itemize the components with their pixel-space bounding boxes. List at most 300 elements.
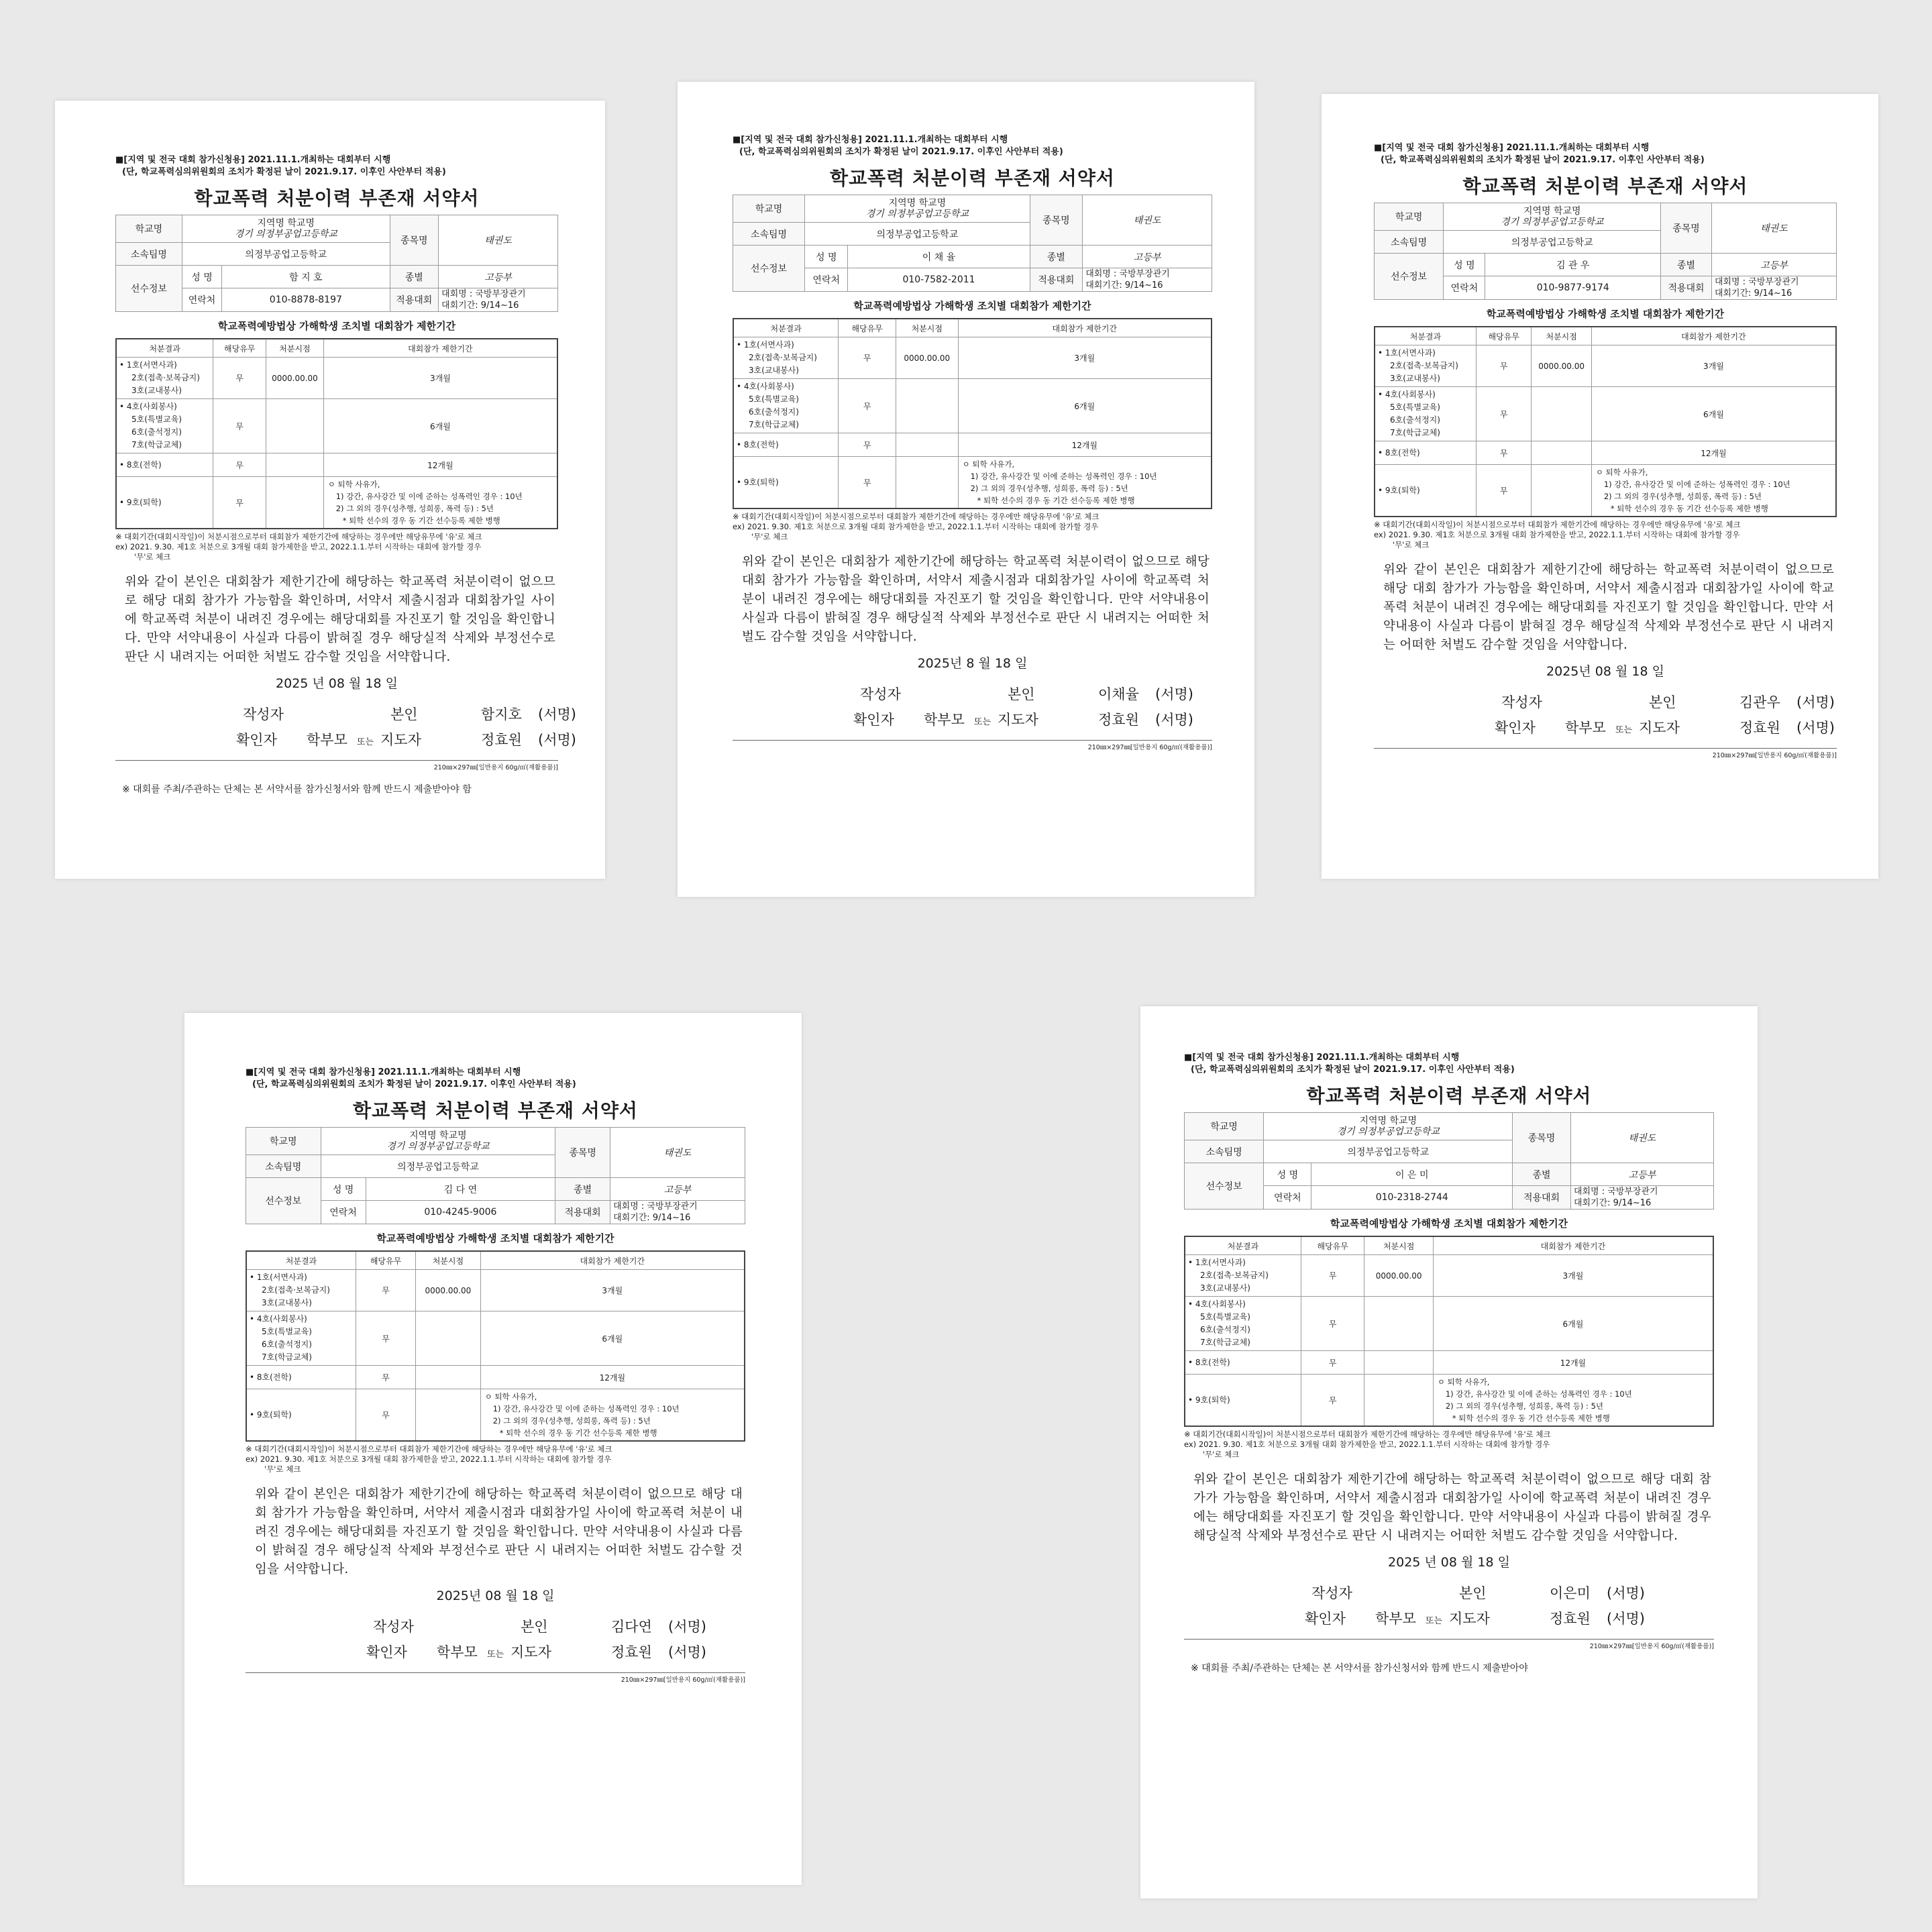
footnote-line: '무'로 체크 <box>134 552 171 561</box>
row-label: 3호(교내봉사) <box>1390 374 1440 383</box>
table-row <box>246 1311 745 1366</box>
applicable-cell: 무 <box>213 453 266 477</box>
signature-block <box>1184 1582 1714 1635</box>
date-cell <box>1364 1351 1433 1375</box>
school-cell <box>321 1128 555 1155</box>
paper-spec: 210㎜×297㎜[일반용지 60g/㎡(재활용품)] <box>246 1672 745 1684</box>
restriction-title: 학교폭력예방법상 가해학생 조치별 대회참가 제한기간 <box>1486 308 1725 320</box>
coach-name: 정효원 <box>1550 1611 1591 1627</box>
result-cell <box>246 1270 356 1311</box>
label-competition: 적용대회 <box>555 1201 610 1224</box>
label-category: 종별 <box>1030 246 1083 268</box>
expulsion-note: 1) 강간, 유사강간 및 이에 준하는 성폭력인 경우 : 10년 <box>335 492 523 501</box>
applicable-cell: 무 <box>356 1366 415 1389</box>
confirmer-label: 확인자 <box>1495 720 1536 736</box>
expulsion-note: * 퇴학 선수의 경우 동 기간 선수등록 제한 병행 <box>499 1428 657 1438</box>
applicable-cell: 무 <box>1301 1255 1364 1297</box>
pledge-text: 위와 같이 본인은 대회참가 제한기간에 해당하는 학교폭력 처분이력이 없으므로 해당 대회 참가가 가능함을 확인하며, 서약서 제출시점과 대회참가일 사이에 학교폭력 처분이 내려진 경우에는 해당대회를 자진포기 할 것임을 확인합니다. 만약 서약내용이 사실과 다름이 밝혀질 경우 해당실적 삭제와 부정선수로 판단 시 내려지는 어떠한 처벌도 감수할 것임을 서약합니다. <box>742 555 1210 644</box>
expulsion-note: 2) 그 외의 경우(성추행, 성희롱, 폭력 등) : 5년 <box>1603 492 1762 501</box>
writer-label: 작성자 <box>1311 1585 1352 1601</box>
row-label: 3호(교내봉사) <box>749 366 799 375</box>
paper-spec: 210㎜×297㎜[일반용지 60g/㎡(재활용품)] <box>115 760 558 771</box>
row-label: • 4호(사회봉사) <box>119 402 177 411</box>
col-applicable: 해당유무 <box>356 1251 415 1270</box>
row-label: • 4호(사회봉사) <box>737 382 794 391</box>
footnote-line: ※ 대회기간(대회시작일)이 처분시점으로부터 대회참가 제한기간에 해당하는 경우에만 해당유무에 '유'로 체크 <box>1184 1430 1551 1439</box>
footnote-line: ※ 대회기간(대회시작일)이 처분시점으로부터 대회참가 제한기간에 해당하는 경우에만 해당유무에 '유'로 체크 <box>246 1444 612 1454</box>
period-cell: 6개월 <box>1591 387 1836 441</box>
period-cell: 12개월 <box>480 1366 745 1389</box>
date-cell <box>266 453 324 477</box>
applicable-cell: 무 <box>213 358 266 399</box>
confirmer-label: 확인자 <box>366 1644 407 1660</box>
col-date: 처분시점 <box>416 1251 481 1270</box>
label-player: 선수정보 <box>733 246 805 292</box>
applicable-cell: 무 <box>1476 387 1532 441</box>
label-school: 학교명 <box>733 195 805 223</box>
sign-mark: (서명) <box>1607 1611 1645 1627</box>
expulsion-note: 2) 그 외의 경우(성추행, 성희롱, 폭력 등) : 5년 <box>335 504 494 513</box>
table-row <box>1185 1375 1713 1427</box>
expulsion-note: 1) 강간, 유사강간 및 이에 준하는 성폭력인 경우 : 10년 <box>1445 1389 1632 1399</box>
player-phone: 010-7582-2011 <box>848 268 1030 292</box>
applicable-cell: 무 <box>839 457 896 509</box>
row-label: 6호(출석정지) <box>1200 1325 1250 1334</box>
table-row <box>1375 465 1836 517</box>
result-cell <box>116 399 213 453</box>
table-footnote <box>733 512 1212 542</box>
self-label: 본인 <box>521 1619 548 1635</box>
or-label: 또는 <box>1615 725 1633 735</box>
notice-line-1: ■[지역 및 전국 대회 참가신청용] 2021.11.1.개최하는 대회부터 시행 <box>733 135 1008 145</box>
footnote-line: ex) 2021. 9.30. 제1호 처분으로 3개월 대회 참가제한을 받고, 2022.1.1.부터 시작하는 대회에 참가할 경우 <box>733 522 1099 531</box>
expulsion-note: ㅇ 퇴학 사유가, <box>484 1392 537 1401</box>
pledge-date: 2025년 08 월 18 일 <box>1546 664 1664 679</box>
competition-cell <box>610 1201 745 1224</box>
label-team: 소속팀명 <box>1375 231 1444 254</box>
expulsion-note: * 퇴학 선수의 경우 동 기간 선수등록 제한 병행 <box>342 516 500 525</box>
confirmer-label: 확인자 <box>1305 1611 1346 1627</box>
bottom-note: ※ 대회를 주최/주관하는 단체는 본 서약서를 참가신청서와 함께 반드시 제출받아야 <box>1191 1663 1528 1674</box>
coach-label: 지도자 <box>511 1644 551 1660</box>
applicable-cell: 무 <box>1301 1351 1364 1375</box>
document-title: 학교폭력 처분이력 부존재 서약서 <box>830 167 1115 189</box>
col-applicable: 해당유무 <box>1476 327 1532 345</box>
col-period: 대회참가 제한기간 <box>1591 327 1836 345</box>
table-row <box>1375 345 1836 387</box>
sign-mark: (서명) <box>1796 694 1835 710</box>
footnote-line: ex) 2021. 9.30. 제1호 처분으로 3개월 대회 참가제한을 받고, 2022.1.1.부터 시작하는 대회에 참가할 경우 <box>1184 1440 1550 1449</box>
info-table <box>733 195 1212 292</box>
table-row <box>116 358 557 399</box>
self-label: 본인 <box>1008 686 1035 702</box>
label-contact: 연락처 <box>321 1201 366 1224</box>
row-label: • 1호(서면사과) <box>1188 1258 1246 1267</box>
writer-name: 김관우 <box>1739 694 1780 710</box>
school-cell <box>1444 203 1661 231</box>
date-cell <box>896 433 958 457</box>
label-event: 종목명 <box>1513 1113 1571 1163</box>
notice-line-1: ■[지역 및 전국 대회 참가신청용] 2021.11.1.개최하는 대회부터 시행 <box>246 1067 521 1077</box>
label-player: 선수정보 <box>1185 1163 1264 1210</box>
notice <box>246 1067 745 1091</box>
team-value: 의정부공업고등학교 <box>805 223 1030 246</box>
category-value: 고등부 <box>1570 1163 1713 1186</box>
date-cell <box>1532 441 1591 465</box>
writer-name: 이채율 <box>1098 686 1139 702</box>
label-player: 선수정보 <box>1375 254 1444 300</box>
label-contact: 연락처 <box>1264 1186 1311 1210</box>
player-name: 함 지 호 <box>222 266 390 288</box>
row-label: • 1호(서면사과) <box>250 1273 307 1282</box>
row-label: 5호(특별교육) <box>262 1327 312 1336</box>
notice <box>115 154 558 178</box>
expulsion-note: 2) 그 외의 경우(성추행, 성희롱, 폭력 등) : 5년 <box>970 484 1128 493</box>
result-cell: • 8호(전학) <box>733 433 839 457</box>
or-label: 또는 <box>974 717 991 727</box>
table-row <box>733 337 1212 379</box>
result-cell: • 8호(전학) <box>116 453 213 477</box>
sign-mark: (서명) <box>538 706 576 722</box>
self-label: 본인 <box>1649 694 1676 710</box>
row-label: 5호(특별교육) <box>1200 1312 1250 1322</box>
applicable-cell: 무 <box>213 477 266 529</box>
parent-label: 학부모 <box>437 1644 478 1660</box>
school-name: 경기 의정부공업고등학교 <box>1336 1126 1440 1137</box>
notice-line-2: (단, 학교폭력심의위원회의 조치가 확정된 날이 2021.9.17. 이후인 사안부터 적용) <box>1191 1065 1515 1075</box>
row-label: 2호(접촉·보복금지) <box>749 353 817 362</box>
player-phone: 010-8878-8197 <box>222 288 390 312</box>
document-title: 학교폭력 처분이력 부존재 서약서 <box>194 187 480 209</box>
label-name: 성 명 <box>1444 254 1485 276</box>
expulsion-note: 1) 강간, 유사강간 및 이에 준하는 성폭력인 경우 : 10년 <box>1603 480 1790 489</box>
label-player: 선수정보 <box>246 1178 321 1224</box>
period-cell: 12개월 <box>323 453 557 477</box>
col-period: 대회참가 제한기간 <box>958 319 1212 337</box>
result-cell <box>1375 387 1476 441</box>
table-row <box>1185 1351 1713 1375</box>
player-name: 김 다 연 <box>366 1178 555 1201</box>
period-cell: 3개월 <box>958 337 1212 379</box>
self-label: 본인 <box>1459 1585 1487 1601</box>
signature-block <box>246 1616 745 1668</box>
player-phone: 010-2318-2744 <box>1311 1186 1513 1210</box>
competition-cell <box>1711 276 1836 300</box>
label-category: 종별 <box>1513 1163 1571 1186</box>
sign-mark: (서명) <box>1607 1585 1645 1601</box>
col-result: 처분결과 <box>1185 1236 1301 1255</box>
period-cell <box>1433 1375 1713 1427</box>
paper-spec: 210㎜×297㎜[일반용지 60g/㎡(재활용품)] <box>1374 748 1837 759</box>
competition-period: 대회기간: 9/14~16 <box>1573 1198 1652 1208</box>
writer-name: 이은미 <box>1550 1585 1591 1601</box>
result-cell <box>246 1311 356 1366</box>
competition-name: 대회명 : 국방부장관기 <box>613 1201 698 1212</box>
or-label: 또는 <box>357 737 374 747</box>
expulsion-note: ㅇ 퇴학 사유가, <box>1595 468 1648 477</box>
pledge-document-1 <box>115 154 576 796</box>
row-label: • 1호(서면사과) <box>1378 348 1436 358</box>
footnote-line: '무'로 체크 <box>1203 1450 1240 1459</box>
table-row <box>733 379 1212 433</box>
footnote-line: ※ 대회기간(대회시작일)이 처분시점으로부터 대회참가 제한기간에 해당하는 경우에만 해당유무에 '유'로 체크 <box>1374 520 1741 529</box>
competition-name: 대회명 : 국방부장관기 <box>1714 277 1799 287</box>
row-label: 6호(출석정지) <box>1390 415 1440 425</box>
confirmer-label: 확인자 <box>236 732 277 748</box>
label-competition: 적용대회 <box>1513 1186 1571 1210</box>
notice-line-2: (단, 학교폭력심의위원회의 조치가 확정된 날이 2021.9.17. 이후인 사안부터 적용) <box>122 167 446 177</box>
col-applicable: 해당유무 <box>213 339 266 358</box>
info-table <box>115 215 558 312</box>
competition-cell <box>439 288 558 312</box>
writer-label: 작성자 <box>1501 694 1542 710</box>
period-cell: 12개월 <box>1591 441 1836 465</box>
label-event: 종목명 <box>1030 195 1083 246</box>
competition-period: 대회기간: 9/14~16 <box>613 1213 691 1223</box>
row-label: • 4호(사회봉사) <box>250 1314 307 1324</box>
notice-line-1: ■[지역 및 전국 대회 참가신청용] 2021.11.1.개최하는 대회부터 시행 <box>1374 143 1650 153</box>
date-cell <box>1532 465 1591 517</box>
label-competition: 적용대회 <box>390 288 438 312</box>
pledge-text: 위와 같이 본인은 대회참가 제한기간에 해당하는 학교폭력 처분이력이 없으므로 해당 대회 참가가 가능함을 확인하며, 서약서 제출시점과 대회참가일 사이에 학교폭력 처분이 내려진 경우에는 해당대회를 자진포기 할 것임을 확인합니다. 만약 서약내용이 사실과 다름이 밝혀질 경우 해당실적 삭제와 부정선수로 판단 시 내려지는 어떠한 처벌도 감수할 것임을 서약합니다. <box>125 575 555 664</box>
row-label: 2호(접촉·보복금지) <box>1390 361 1458 370</box>
team-value: 의정부공업고등학교 <box>1264 1140 1513 1163</box>
result-cell <box>733 337 839 379</box>
pledge-document-3 <box>1374 142 1837 759</box>
label-name: 성 명 <box>1264 1163 1311 1186</box>
document-title: 학교폭력 처분이력 부존재 서약서 <box>1306 1085 1592 1107</box>
table-row <box>1185 1297 1713 1351</box>
sign-mark: (서명) <box>668 1619 706 1635</box>
col-result: 처분결과 <box>246 1251 356 1270</box>
coach-label: 지도자 <box>1639 720 1680 736</box>
col-date: 처분시점 <box>266 339 324 358</box>
pledge-text: 위와 같이 본인은 대회참가 제한기간에 해당하는 학교폭력 처분이력이 없으므로 해당 대회 참가가 가능함을 확인하며, 서약서 제출시점과 대회참가일 사이에 학교폭력 처분이 내려진 경우에는 해당대회를 자진포기 할 것임을 확인합니다. 만약 서약내용이 사실과 다름이 밝혀질 경우 해당실적 삭제와 부정선수로 판단 시 내려지는 어떠한 처벌도 감수할 것임을 서약합니다. <box>1193 1472 1711 1543</box>
table-row <box>116 399 557 453</box>
date-cell <box>416 1311 481 1366</box>
parent-label: 학부모 <box>1565 720 1606 736</box>
row-label: 2호(접촉·보복금지) <box>262 1285 330 1295</box>
period-cell: 3개월 <box>1591 345 1836 387</box>
label-player: 선수정보 <box>116 266 182 312</box>
col-applicable: 해당유무 <box>839 319 896 337</box>
footnote-line: ※ 대회기간(대회시작일)이 처분시점으로부터 대회참가 제한기간에 해당하는 경우에만 해당유무에 '유'로 체크 <box>733 512 1099 521</box>
label-contact: 연락처 <box>182 288 221 312</box>
restriction-table <box>733 318 1212 509</box>
date-cell <box>1364 1375 1433 1427</box>
player-phone: 010-4245-9006 <box>366 1201 555 1224</box>
team-value: 의정부공업고등학교 <box>1444 231 1661 254</box>
period-cell: 3개월 <box>480 1270 745 1311</box>
coach-name: 정효원 <box>611 1644 652 1660</box>
table-row <box>1375 387 1836 441</box>
school-name: 경기 의정부공업고등학교 <box>386 1141 490 1152</box>
row-label: 7호(학급교체) <box>1200 1338 1250 1347</box>
date-cell <box>266 399 324 453</box>
parent-label: 학부모 <box>1375 1611 1416 1627</box>
sign-mark: (서명) <box>668 1644 706 1660</box>
table-row <box>116 453 557 477</box>
team-value: 의정부공업고등학교 <box>182 243 390 266</box>
row-label: • 1호(서면사과) <box>119 360 177 370</box>
table-footnote <box>1374 520 1837 550</box>
col-applicable: 해당유무 <box>1301 1236 1364 1255</box>
team-value: 의정부공업고등학교 <box>321 1155 555 1178</box>
table-footnote <box>246 1444 745 1474</box>
label-team: 소속팀명 <box>116 243 182 266</box>
signature-block <box>733 684 1212 736</box>
table-row <box>116 477 557 529</box>
competition-name: 대회명 : 국방부장관기 <box>441 289 526 299</box>
result-cell: • 9호(퇴학) <box>1185 1375 1301 1427</box>
event-value: 태권도 <box>1570 1113 1713 1163</box>
sign-mark: (서명) <box>1155 686 1193 702</box>
applicable-cell: 무 <box>839 433 896 457</box>
footnote-line: '무'로 체크 <box>751 532 788 541</box>
label-contact: 연락처 <box>1444 276 1485 300</box>
table-row <box>733 433 1212 457</box>
restriction-table <box>1374 326 1837 517</box>
pledge-text: 위와 같이 본인은 대회참가 제한기간에 해당하는 학교폭력 처분이력이 없으므로 해당 대회 참가가 가능함을 확인하며, 서약서 제출시점과 대회참가일 사이에 학교폭력 처분이 내려진 경우에는 해당대회를 자진포기 할 것임을 확인합니다. 만약 서약내용이 사실과 다름이 밝혀질 경우 해당실적 삭제와 부정선수로 판단 시 내려지는 어떠한 처벌도 감수할 것임을 서약합니다. <box>255 1487 743 1576</box>
school-kind: 지역명 학교명 <box>409 1130 467 1141</box>
result-cell: • 8호(전학) <box>1185 1351 1301 1375</box>
writer-name: 김다연 <box>611 1619 652 1635</box>
pledge-document-4 <box>246 1067 745 1684</box>
expulsion-note: * 퇴학 선수의 경우 동 기간 선수등록 제한 병행 <box>1610 504 1768 513</box>
period-cell: 3개월 <box>323 358 557 399</box>
date-cell <box>266 477 324 529</box>
category-value: 고등부 <box>1711 254 1836 276</box>
date-cell: 0000.00.00 <box>1532 345 1591 387</box>
applicable-cell: 무 <box>839 337 896 379</box>
school-cell <box>805 195 1030 223</box>
result-cell: • 8호(전학) <box>246 1366 356 1389</box>
table-footnote <box>1184 1430 1714 1460</box>
restriction-table <box>1184 1236 1714 1427</box>
player-name: 이 채 율 <box>848 246 1030 268</box>
restriction-title: 학교폭력예방법상 가해학생 조치별 대회참가 제한기간 <box>376 1232 614 1244</box>
event-value: 태권도 <box>1083 195 1212 246</box>
table-row <box>246 1270 745 1311</box>
result-cell <box>1185 1255 1301 1297</box>
period-cell <box>323 477 557 529</box>
label-name: 성 명 <box>182 266 221 288</box>
row-label: 2호(접촉·보복금지) <box>131 373 200 382</box>
paper-spec: 210㎜×297㎜[일반용지 60g/㎡(재활용품)] <box>733 740 1212 751</box>
footnote-line: '무'로 체크 <box>1393 540 1430 549</box>
col-result: 처분결과 <box>116 339 213 358</box>
label-category: 종별 <box>390 266 438 288</box>
row-label: 6호(출석정지) <box>749 407 799 417</box>
row-label: 3호(교내봉사) <box>262 1298 312 1307</box>
writer-name: 함지호 <box>481 706 522 722</box>
period-cell <box>1591 465 1836 517</box>
label-event: 종목명 <box>1661 203 1712 254</box>
signature-block <box>1374 692 1837 744</box>
result-cell: • 9호(퇴학) <box>1375 465 1476 517</box>
school-name: 경기 의정부공업고등학교 <box>1501 217 1604 227</box>
col-period: 대회참가 제한기간 <box>480 1251 745 1270</box>
period-cell: 6개월 <box>1433 1297 1713 1351</box>
event-value: 태권도 <box>439 215 558 266</box>
col-date: 처분시점 <box>1364 1236 1433 1255</box>
date-cell: 0000.00.00 <box>416 1270 481 1311</box>
document-title: 학교폭력 처분이력 부존재 서약서 <box>353 1099 638 1122</box>
info-table <box>1374 203 1837 300</box>
period-cell: 12개월 <box>1433 1351 1713 1375</box>
pledge-document-5 <box>1184 1052 1714 1674</box>
expulsion-note: 1) 강간, 유사강간 및 이에 준하는 성폭력인 경우 : 10년 <box>492 1404 680 1413</box>
period-cell: 3개월 <box>1433 1255 1713 1297</box>
competition-period: 대회기간: 9/14~16 <box>1714 288 1792 299</box>
expulsion-note: 2) 그 외의 경우(성추행, 성희롱, 폭력 등) : 5년 <box>1445 1401 1603 1411</box>
category-value: 고등부 <box>439 266 558 288</box>
notice <box>733 134 1212 158</box>
school-cell <box>182 215 390 243</box>
expulsion-note: ㅇ 퇴학 사유가, <box>1437 1377 1490 1387</box>
notice-line-2: (단, 학교폭력심의위원회의 조치가 확정된 날이 2021.9.17. 이후인 사안부터 적용) <box>252 1079 576 1089</box>
applicable-cell: 무 <box>1476 465 1532 517</box>
label-name: 성 명 <box>321 1178 366 1201</box>
school-kind: 지역명 학교명 <box>1359 1116 1417 1126</box>
row-label: 6호(출석정지) <box>262 1340 312 1349</box>
table-row <box>246 1389 745 1442</box>
result-cell: • 9호(퇴학) <box>733 457 839 509</box>
label-competition: 적용대회 <box>1661 276 1712 300</box>
label-category: 종별 <box>1661 254 1712 276</box>
row-label: • 4호(사회봉사) <box>1378 390 1436 399</box>
pledge-date: 2025년 8 월 18 일 <box>917 656 1028 671</box>
result-cell: • 8호(전학) <box>1375 441 1476 465</box>
or-label: 또는 <box>1426 1616 1443 1626</box>
pledge-text: 위와 같이 본인은 대회참가 제한기간에 해당하는 학교폭력 처분이력이 없으므로 해당 대회 참가가 가능함을 확인하며, 서약서 제출시점과 대회참가일 사이에 학교폭력 처분이 내려진 경우에는 해당대회를 자진포기 할 것임을 확인합니다. 만약 서약내용이 사실과 다름이 밝혀질 경우 해당실적 삭제와 부정선수로 판단 시 내려지는 어떠한 처벌도 감수할 것임을 서약합니다. <box>1383 563 1834 652</box>
date-cell: 0000.00.00 <box>896 337 958 379</box>
category-value: 고등부 <box>610 1178 745 1201</box>
label-event: 종목명 <box>555 1128 610 1178</box>
or-label: 또는 <box>487 1650 504 1660</box>
notice <box>1184 1052 1714 1076</box>
pledge-date: 2025년 08 월 18 일 <box>436 1589 555 1603</box>
expulsion-note: * 퇴학 선수의 경우 동 기간 선수등록 제한 병행 <box>977 496 1135 505</box>
category-value: 고등부 <box>1083 246 1212 268</box>
applicable-cell: 무 <box>356 1311 415 1366</box>
school-kind: 지역명 학교명 <box>888 198 947 209</box>
label-school: 학교명 <box>1375 203 1444 231</box>
table-row <box>1185 1255 1713 1297</box>
row-label: 3호(교내봉사) <box>1200 1283 1250 1293</box>
competition-name: 대회명 : 국방부장관기 <box>1573 1187 1658 1197</box>
table-row <box>1375 441 1836 465</box>
restriction-title: 학교폭력예방법상 가해학생 조치별 대회참가 제한기간 <box>217 320 456 332</box>
school-kind: 지역명 학교명 <box>1523 206 1581 217</box>
label-category: 종별 <box>555 1178 610 1201</box>
label-school: 학교명 <box>246 1128 321 1155</box>
writer-label: 작성자 <box>860 686 901 702</box>
applicable-cell: 무 <box>356 1270 415 1311</box>
school-name: 경기 의정부공업고등학교 <box>234 229 337 239</box>
date-cell <box>416 1366 481 1389</box>
restriction-table <box>246 1250 745 1442</box>
result-cell: • 9호(퇴학) <box>246 1389 356 1442</box>
school-name: 경기 의정부공업고등학교 <box>865 209 969 219</box>
result-cell <box>1185 1297 1301 1351</box>
row-label: 7호(학급교체) <box>131 440 182 449</box>
parent-label: 학부모 <box>924 712 965 728</box>
sign-mark: (서명) <box>1796 720 1835 736</box>
parent-label: 학부모 <box>307 732 347 748</box>
date-cell <box>896 379 958 433</box>
restriction-title: 학교폭력예방법상 가해학생 조치별 대회참가 제한기간 <box>853 300 1091 312</box>
